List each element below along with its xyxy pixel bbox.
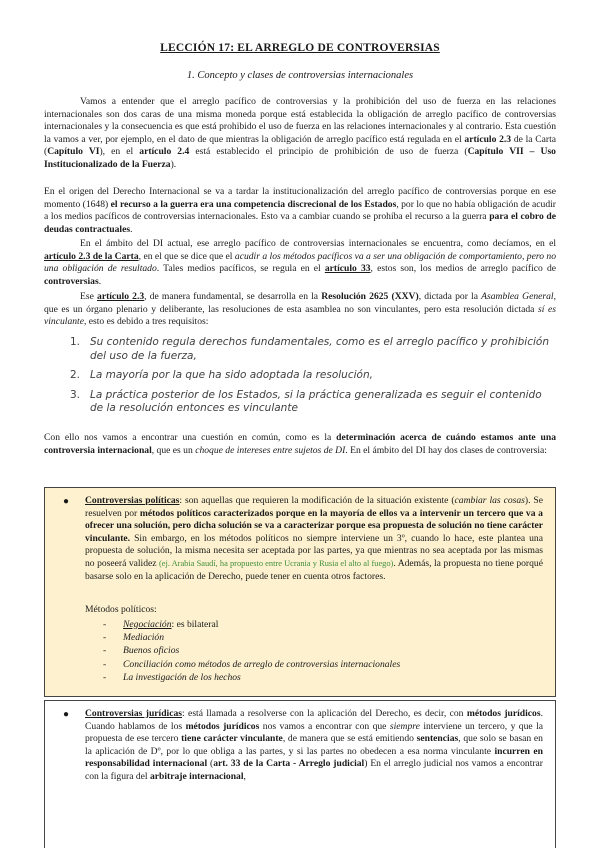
bold-span: métodos jurídicos	[466, 708, 541, 719]
bold-underline-span: Controversias jurídicas	[85, 708, 183, 719]
text-span: En el origen del Derecho Internacional se va a tardar la institucionalización del arreglo pacífico de controversias porque en ese momento (1648)	[44, 186, 556, 210]
italic-span: sí es vinculante	[44, 303, 556, 328]
legal-controversies-text	[85, 708, 543, 784]
bold-span: controversias	[44, 275, 99, 287]
list-item	[103, 658, 400, 671]
bold-span: el recurso a la guerra era una competencia discrecional de los Estados	[110, 198, 397, 210]
bold-span: determinación acerca de cuándo estamos ante una controversia internacional	[44, 432, 556, 456]
text-span: .	[130, 223, 133, 235]
bold-underline-span: artículo 2.3 de la Carta	[44, 250, 139, 262]
section-subtitle: 1. Concepto y clases de controversias internacionales	[186, 70, 414, 81]
list-item	[70, 369, 556, 383]
text-span: En el ámbito del DI actual, ese arreglo pacífico de controversias internacionales se encuentra, como decíamos, en el	[80, 238, 556, 249]
bold-span: artículo 2.4	[139, 146, 190, 158]
bold-span: art. 33 de la Carta - Arreglo judicial	[213, 758, 365, 770]
text-span: nos vamos a encontrar con que	[259, 720, 390, 732]
list-item-text: La mayoría por la que ha sido adoptada la resolución,	[90, 369, 373, 381]
text-span: , esto es debido a tres requisitos:	[83, 316, 209, 328]
bold-span: Capítulo VI	[47, 146, 100, 158]
bold-span: métodos políticos	[139, 507, 211, 519]
list-item	[103, 671, 400, 684]
text-span: : son aquellas que requieren la modificación de la situación existente (	[179, 495, 455, 506]
method-name: Mediación	[123, 632, 165, 644]
bold-span: Capítulo VII – Uso Institucionalizado de la Fuerza	[44, 146, 556, 170]
dash-marker: -	[103, 658, 107, 670]
text-span: , en el que se dice que el	[138, 250, 235, 262]
italic-span: cambiar las cosas	[454, 495, 525, 506]
list-item	[103, 644, 400, 657]
paragraph-resolution	[44, 291, 556, 329]
political-controversies-box	[44, 487, 556, 697]
method-name: Buenos oficios	[123, 645, 180, 657]
text-span: , de manera fundamental, se desarrolla en la	[144, 291, 322, 302]
dash-marker: -	[103, 619, 107, 630]
example-note: (ej. Arabia Saudí, ha propuesto entre Ucrania y Rusia el alto al fuego)	[159, 558, 394, 568]
italic-span: acudir a los métodos pacíficos va a ser una obligación de comportamiento, pero no una obligación de resultado	[44, 250, 557, 275]
text-span: , por lo que no había obligación de acudir a los medios pacíficos de controversias internacionales. Esto va a cambiar cuando se prohíba el recurso a la guerra	[44, 198, 556, 223]
text-span: . En el ámbito del DI hay dos clases de controversia:	[345, 444, 547, 456]
political-methods-list	[103, 618, 400, 684]
paragraph-intro	[44, 96, 556, 172]
requirements-list	[70, 336, 556, 422]
dash-marker: -	[103, 671, 107, 683]
text-span: , que es un	[151, 444, 196, 456]
list-item	[103, 618, 400, 631]
list-item-text: La práctica posterior de los Estados, si la práctica generalizada es seguir el contenido de la resolución entonces es vinculante	[90, 388, 542, 414]
bullet-icon: ●	[63, 709, 70, 720]
text-span: de la Carta (	[44, 133, 556, 158]
text-span: ) En el arreglo judicial nos vamos a encontrar con la figura del	[85, 758, 544, 782]
bold-span: métodos jurídicos	[185, 720, 260, 732]
text-span: interviene un tercero, y que la propuesta de ese tercero	[85, 720, 543, 745]
text-span: (	[207, 758, 214, 770]
bold-span: sentencias	[416, 733, 459, 745]
bold-span: para el cobro de deudas contractuales	[44, 211, 556, 235]
text-span: : está llamada a resolverse con la aplicación del Derecho, es decir, con	[182, 708, 467, 719]
text-span: , estos son, los medios de arreglo pacífico de	[370, 263, 556, 275]
text-span: ,	[243, 770, 246, 782]
text-span: ), en el	[99, 146, 140, 158]
dash-marker: -	[103, 645, 107, 657]
bullet-icon: ●	[63, 496, 70, 507]
bold-span: caracterizados porque en la mayoría de ellos va a intervenir un tercero que va a ofrecer una solución, pero dicha solución se va a caracterizar porque esa propuesta de solución no tiene carácter vinculante.	[85, 507, 543, 544]
paragraph-origin	[44, 186, 556, 236]
method-name: Conciliación como métodos de arreglo de controversias internacionales	[123, 658, 401, 670]
method-name: Negociación	[123, 619, 172, 630]
political-controversies-text	[85, 495, 543, 583]
text-span: Vamos a entender que el arreglo pacífico de controversias y la prohibición del uso de fuerza en las relaciones internacionales son dos caras de una misma moneda porque está establecida la obligación de arreglo pacífico de controversias internacionales y la consecuencia es que está prohibido el uso de fuerza en las relaciones internacionales y al contrario. Esta cuestión la vamos a ver, por ejemplo, en el dato de que mientras la obligación de arreglo pacífico está regulada en el	[44, 96, 556, 145]
italic-span: Asamblea General	[481, 291, 554, 302]
list-item	[103, 631, 400, 644]
text-span: , que solo se basan en la aplicación de Dº, por lo que obliga a las partes, y si las partes no obedecen a esa norma vinculante	[85, 733, 543, 757]
italic-span: siempre	[389, 720, 420, 732]
text-span: ). Se resuelven por	[85, 495, 544, 519]
bold-span: arbitraje internacional	[150, 770, 244, 782]
paragraph-controversy	[44, 432, 556, 457]
text-span: , de manera que se está emitiendo	[282, 733, 417, 745]
text-span: Ese	[80, 291, 98, 302]
list-number: 3.	[70, 388, 81, 401]
bold-underline-span: artículo 33	[324, 263, 371, 275]
text-span: ).	[170, 158, 177, 170]
method-name: La investigación de los hechos	[123, 671, 241, 683]
dash-marker: -	[103, 632, 107, 644]
italic-span: choque de intereses entre sujetos de DI	[195, 444, 346, 456]
paragraph-current-di	[44, 238, 556, 288]
list-number: 1.	[70, 336, 81, 348]
bold-underline-span: Controversias políticas	[85, 495, 180, 506]
bold-span: incurren en responsabilidad internacional	[85, 745, 544, 770]
bold-span: tiene carácter vinculante	[181, 733, 283, 745]
text-span: . Cuando hablamos de los	[85, 708, 543, 732]
bold-underline-span: artículo 2.3	[97, 291, 145, 302]
text-span: , dictada por la	[418, 291, 482, 302]
text-span: está establecido el principio de prohibición de uso de fuerza (	[189, 146, 468, 158]
text-span: Sin embargo, en los métodos políticos no siempre interviene un 3º, cuando lo hace, este plantea una propuesta de solución, la misma necesita ser aceptada por las partes, ya que mientras no sea aceptada por las mismas no poseerá validez	[85, 532, 543, 569]
lesson-title: LECCIÓN 17: EL ARREGLO DE CONTROVERSIAS	[160, 42, 440, 54]
bold-span: Resolución 2625 (XXV)	[321, 291, 419, 302]
method-detail: : es bilateral	[171, 619, 219, 630]
text-span: Con ello nos vamos a encontrar una cuestión en común, como es la	[44, 432, 337, 443]
text-span: . Tales medios pacíficos, se regula en el	[156, 263, 325, 275]
text-span: . Además, la propuesta no tiene porqué basarse solo en la aplicación de Derecho, puede tener en cuenta otros factores.	[85, 557, 543, 582]
list-item	[70, 389, 556, 416]
list-number: 2.	[70, 369, 81, 381]
list-item	[70, 336, 556, 363]
legal-controversies-box	[44, 700, 556, 848]
bold-span: artículo 2.3	[464, 133, 512, 145]
methods-title: Métodos políticos:	[85, 604, 157, 615]
text-span: , que es un órgano plenario y deliberante, las resoluciones de esta asamblea no son vinculantes, pero esta resolución dictada	[44, 291, 556, 315]
list-item-text: Su contenido regula derechos fundamentales, como es el arreglo pacífico y prohibición del uso de la fuerza,	[90, 336, 549, 362]
text-span: .	[98, 275, 102, 287]
